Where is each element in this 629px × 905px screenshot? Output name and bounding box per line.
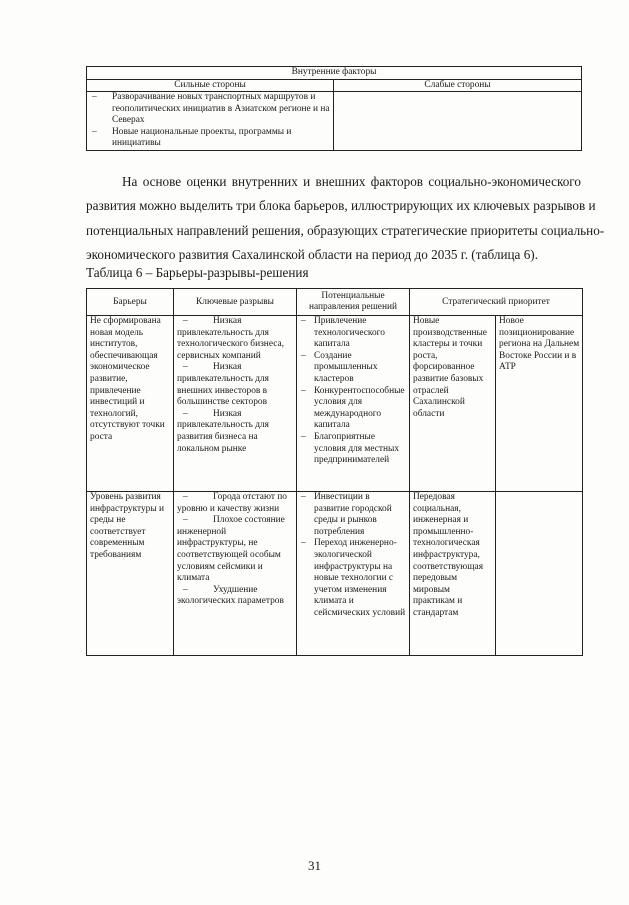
solution-item: – Создание промышленных кластеров <box>300 351 407 386</box>
gap-item: – Плохое состояние инженерной инфраструктуры, не соответствующей особым условиям сейсмики и климата <box>177 515 285 584</box>
barrier-cell: Не сформирована новая модель институтов, обеспечивающая экономическое развитие, привлечение инвестиций и технологий, отсутствуют точки роста <box>87 316 174 492</box>
priority-cell: Передовая социальная, инженерная и промышленно-технологическая инфраструктура, соответствующая передовым мировым практикам и стандартам <box>410 492 496 656</box>
barriers-table <box>86 288 583 656</box>
paragraph-line: На основе оценки внутренних и внешних факторов социально-экономического <box>122 174 581 189</box>
table-row <box>87 316 583 492</box>
header-strategic-priority: Стратегический приоритет <box>410 289 583 316</box>
gaps-cell <box>174 492 297 656</box>
body-paragraph <box>86 170 605 267</box>
strength-item: – Новые национальные проекты, программы и инициативы <box>89 127 331 150</box>
solution-item: – Благоприятные условия для местных предпринимателей <box>300 432 407 467</box>
gaps-cell <box>174 316 297 492</box>
strengths-cell <box>87 92 334 151</box>
paragraph-line: развития можно выделить три блока барьеров, иллюстрирующих их ключевых разрывов и <box>86 198 596 214</box>
priority-cell: Новое позиционирование региона на Дальнем Востоке России и в АТР <box>496 316 583 492</box>
table-caption: Таблица 6 – Барьеры-разрывы-решения <box>86 265 309 280</box>
priority-cell: Новые производственные кластеры и точки роста, форсированное развитие базовых отраслей Сахалинской области <box>410 316 496 492</box>
internal-factors-table <box>86 66 582 151</box>
strengths-header: Сильные стороны <box>87 79 334 92</box>
solution-item: – Конкурентоспособные условия для международного капитала <box>300 386 407 432</box>
gap-item: – Низкая привлекательность для развития бизнеса на локальном рынке <box>177 408 269 454</box>
internal-factors-header: Внутренние факторы <box>87 67 582 80</box>
page-number: 31 <box>308 858 321 873</box>
table-row <box>87 492 583 656</box>
solution-item: – Привлечение технологического капитала <box>300 316 407 351</box>
gap-item: – Ухудшение экологических параметров <box>177 584 284 607</box>
gap-item: – Низкая привлекательность для внешних инвесторов в большинстве секторов <box>177 362 269 408</box>
solution-item: – Переход инженерно-экологической инфраструктуры на новые технологии с учетом изменения климата и сейсмических условий <box>300 538 407 619</box>
solutions-cell <box>297 492 410 656</box>
priority-cell <box>496 492 583 656</box>
header-key-gaps: Ключевые разрывы <box>174 289 297 316</box>
paragraph-line: экономического развития Сахалинской области на период до 2035 г. (таблица 6). <box>86 246 538 262</box>
weaknesses-header: Слабые стороны <box>334 79 582 92</box>
solutions-cell <box>297 316 410 492</box>
solution-item: – Инвестиции в развитие городской среды и рынков потребления <box>300 492 407 538</box>
gap-item: – Города отстают по уровню и качеству жизни <box>177 492 287 514</box>
weaknesses-cell <box>334 92 582 151</box>
gap-item: – Низкая привлекательность для технологического бизнеса, сервисных компаний <box>177 316 284 361</box>
barrier-cell: Уровень развития инфраструктуры и среды не соответствует современным требованиям <box>87 492 174 656</box>
strength-item: – Разворачивание новых транспортных маршрутов и геополитических инициатив в Азиатском регионе и на Северах <box>89 92 331 127</box>
paragraph-line: потенциальных направлений решения, образующих стратегические приоритеты социально- <box>86 222 605 238</box>
header-barriers: Барьеры <box>87 289 174 316</box>
header-solutions: Потенциальные направления решений <box>297 289 410 316</box>
